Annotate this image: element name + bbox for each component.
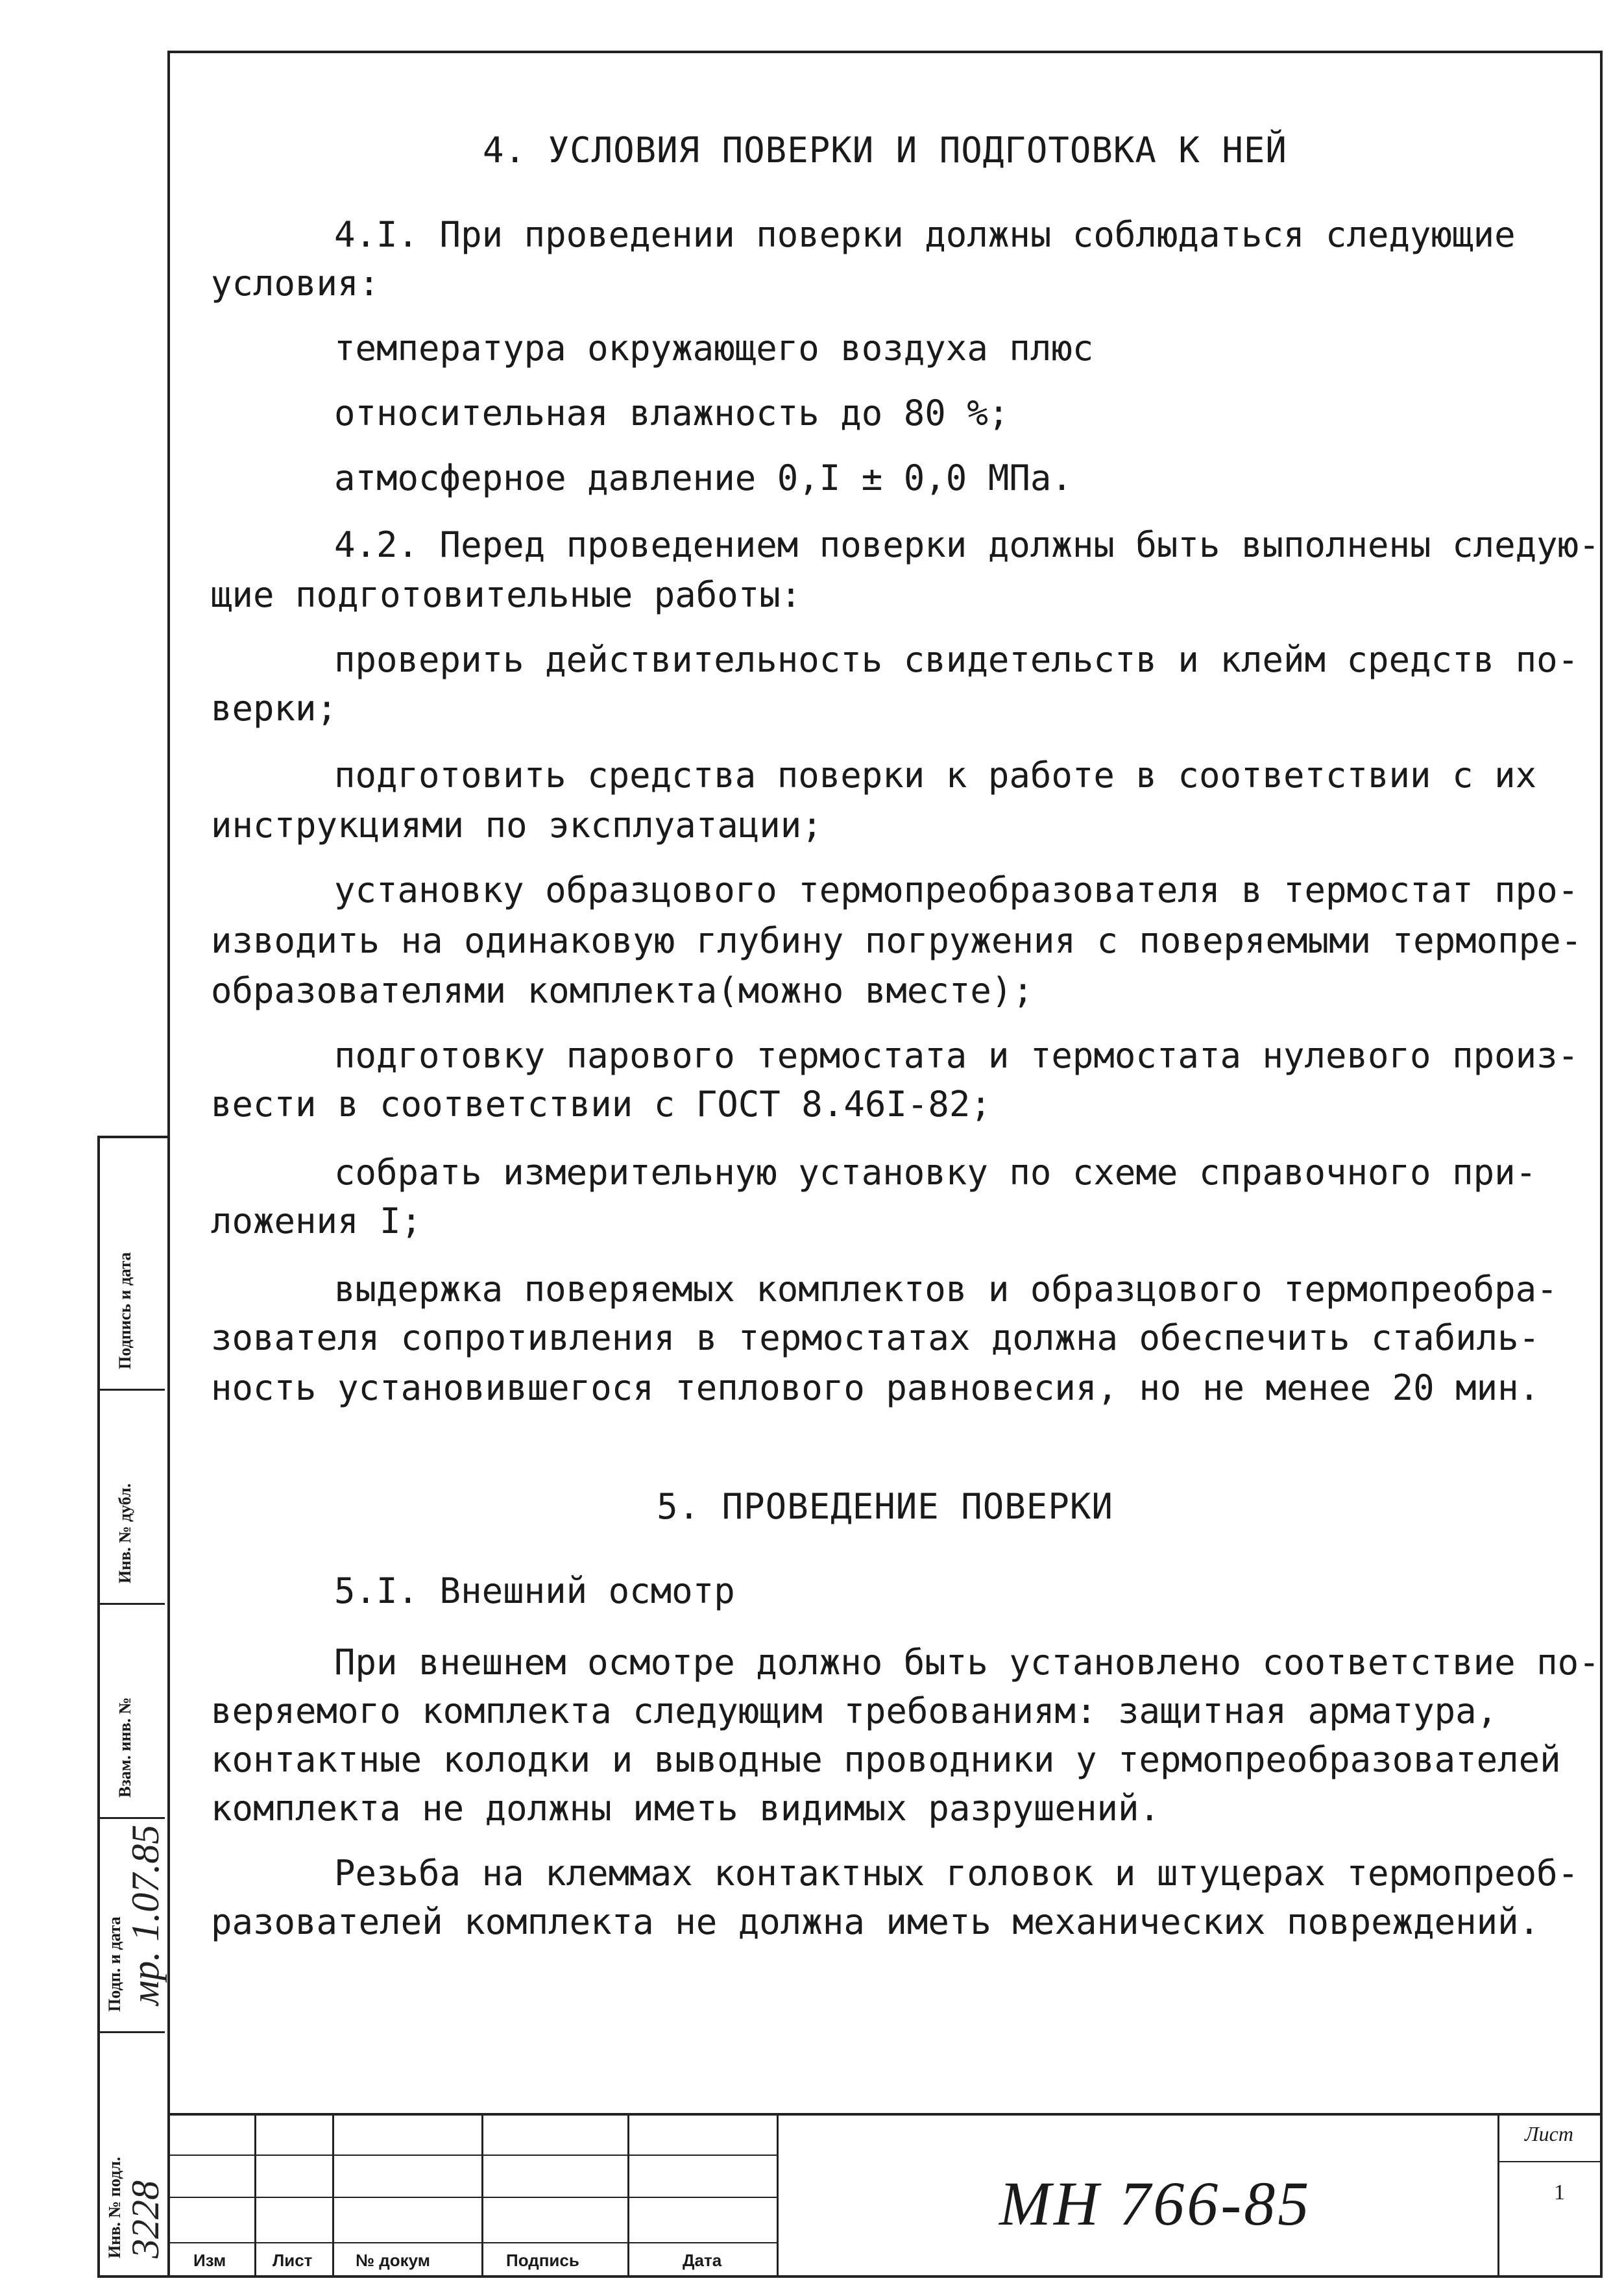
inspection-p1-line4: комплекта не должны иметь видимых разрушений. — [211, 1788, 1160, 1829]
inspection-p1-line1: При внешнем осмотре должно быть установлено соответствие по- — [334, 1642, 1600, 1683]
side-label-orig-inv: Инв. № подл. — [105, 2156, 124, 2258]
title-block-row — [167, 2242, 777, 2243]
document-code: МН 766-85 — [999, 2169, 1312, 2238]
p42-line1: 4.2. Перед проведением поверки должны быть выполнены следую- — [334, 524, 1600, 565]
work6-line2: зователя сопротивления в термостатах должна обеспечить стабиль- — [211, 1317, 1540, 1358]
subsection-5-1: 5.I. Внешний осмотр — [334, 1570, 735, 1611]
title-block-divider — [254, 2113, 256, 2278]
work2-line1: подготовить средства поверки к работе в соответствии с их — [334, 755, 1537, 796]
title-block-row — [167, 2197, 777, 2198]
work1-line2: верки; — [211, 688, 338, 729]
title-block-divider — [777, 2113, 779, 2278]
section-4-title: 4. УСЛОВИЯ ПОВЕРКИ И ПОДГОТОВКА К НЕЙ — [483, 130, 1287, 171]
side-cell-divider — [97, 1389, 165, 1391]
title-block-divider — [627, 2113, 629, 2278]
side-cell-divider — [97, 2031, 165, 2033]
handwritten-orig-inv: 3228 — [124, 2180, 167, 2258]
title-block-divider — [481, 2113, 483, 2278]
work3-line1: установку образцового термопреобразователя в термостат про- — [334, 870, 1579, 910]
inspection-p2-line2: разователей комплекта не должна иметь механических повреждений. — [211, 1901, 1540, 1942]
work4-line1: подготовку парового термостата и термостата нулевого произ- — [334, 1035, 1579, 1076]
side-cell-divider — [97, 1603, 165, 1605]
work6-line3: ность установившегося теплового равновесия, но не менее 20 мин. — [211, 1367, 1540, 1408]
work3-line3: образователями комплекта(можно вместе); — [211, 970, 1034, 1011]
inspection-p2-line1: Резьба на клеммах контактных головок и штуцерах термопреоб- — [334, 1853, 1579, 1894]
work5-line1: собрать измерительную установку по схеме справочного при- — [334, 1152, 1537, 1193]
p42-line2: щие подготовительные работы: — [211, 574, 802, 615]
title-block-divider — [332, 2113, 334, 2278]
condition-pressure: атмосферное давление 0,I ± 0,0 МПа. — [334, 458, 1073, 498]
col-sheet: Лист — [273, 2251, 313, 2270]
p41-line2: условия: — [211, 263, 380, 304]
section-5-title: 5. ПРОВЕДЕНИЕ ПОВЕРКИ — [657, 1486, 1113, 1527]
col-doc-no: № докум — [356, 2251, 430, 2270]
side-label-dup-inv: Инв. № дубл. — [115, 1483, 134, 1583]
title-block-row — [1497, 2161, 1603, 2162]
side-cell-divider — [97, 1817, 165, 1819]
sheet-label: Лист — [1525, 2122, 1573, 2145]
side-label-replace-inv: Взам. инв. № — [115, 1697, 134, 1798]
col-change: Изм — [193, 2251, 226, 2270]
p41-line1: 4.I. При проведении поверки должны соблюдаться следующие — [334, 214, 1516, 255]
condition-temperature: температура окружающего воздуха плюс — [334, 328, 1094, 369]
col-signature: Подпись — [506, 2251, 579, 2270]
work6-line1: выдержка поверяемых комплектов и образцового термопреобра- — [334, 1269, 1558, 1310]
work4-line2: вести в соответствии с ГОСТ 8.46I-82; — [211, 1084, 991, 1125]
handwritten-sign-date: мр. 1.07.85 — [124, 1824, 167, 2005]
condition-humidity: относительная влажность до 80 %; — [334, 393, 1010, 433]
inspection-p1-line3: контактные колодки и выводные проводники у термопреобразователей — [211, 1739, 1561, 1780]
side-label-signature-date: Подпись и дата — [115, 1252, 134, 1369]
title-block-row — [167, 2155, 777, 2156]
work3-line2: изводить на одинаковую глубину погружения с поверяемыми термопре- — [211, 920, 1582, 961]
work5-line2: ложения I; — [211, 1201, 422, 1241]
title-block-divider — [1497, 2113, 1499, 2278]
inspection-p1-line2: веряемого комплекта следующим требованиям: защитная арматура, — [211, 1691, 1498, 1731]
sheet-number: 1 — [1554, 2180, 1565, 2204]
side-label-signature-date-2: Подп. и дата — [105, 1916, 124, 2012]
work2-line2: инструкциями по эксплуатации; — [211, 805, 823, 846]
work1-line1: проверить действительность свидетельств и клейм средств по- — [334, 639, 1579, 680]
col-date: Дата — [683, 2251, 722, 2270]
